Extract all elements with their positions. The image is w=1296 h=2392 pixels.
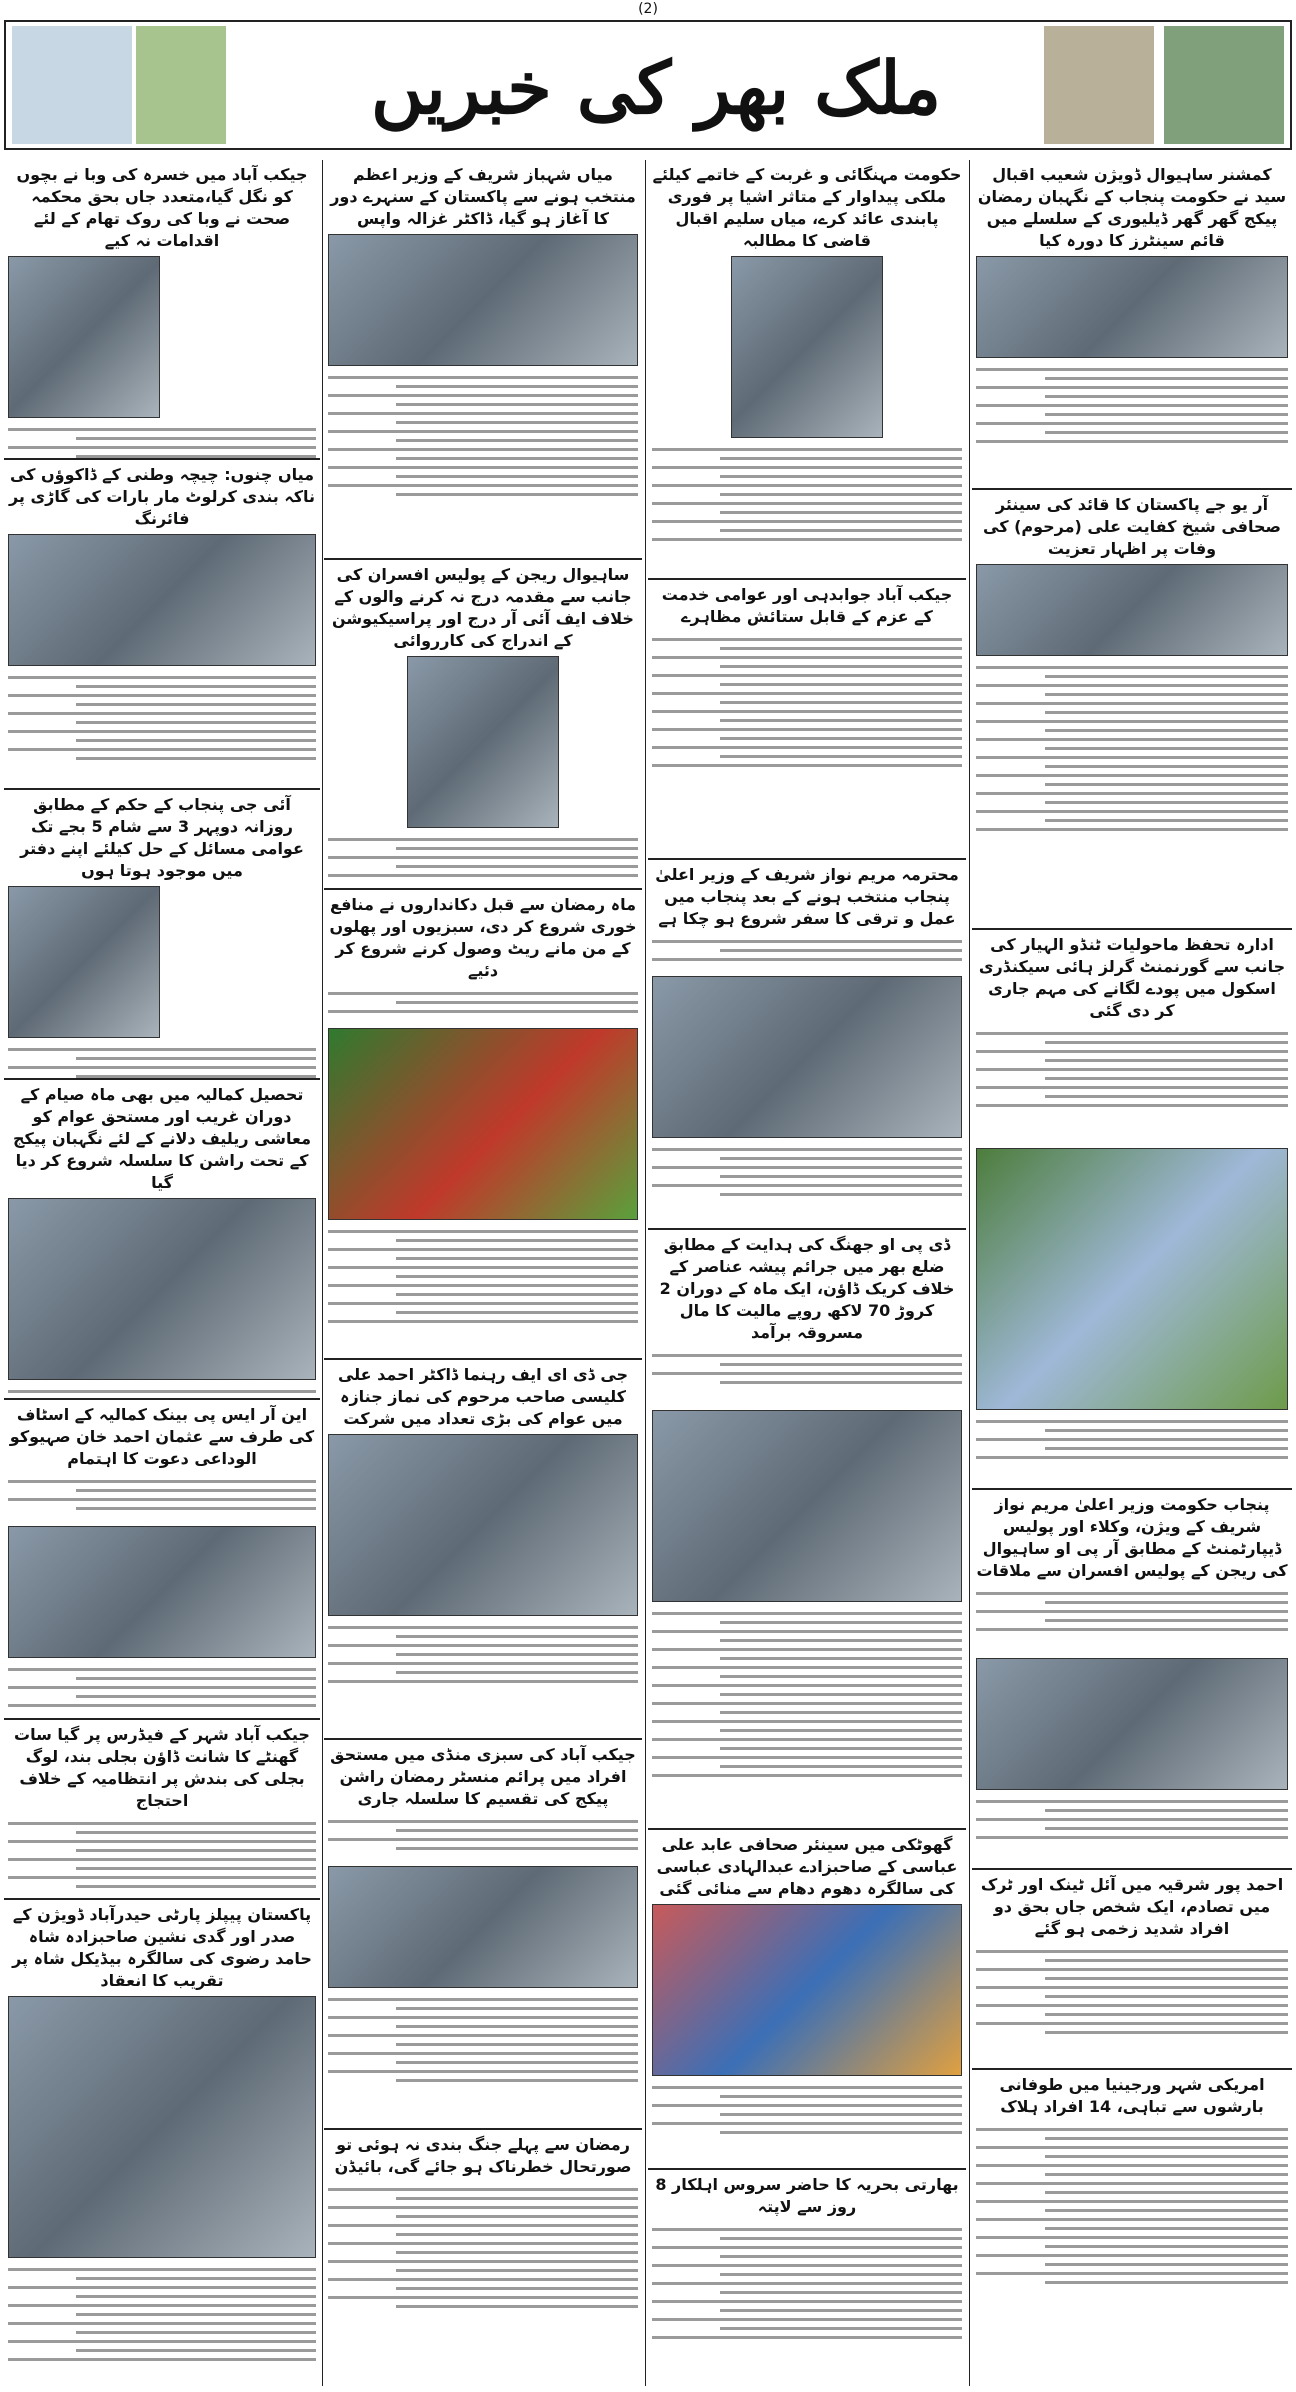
story-photo — [731, 256, 883, 438]
story-body — [328, 832, 638, 890]
story-headline: کمشنر ساہیوال ڈویژن شعیب اقبال سید نے حکومت پنجاب کے نگہبان رمضان پیکج گھر گھر ڈیلیوری کے سلسلے میں قائم سینٹرز کا دورہ کیا — [977, 165, 1287, 250]
news-story — [4, 1900, 320, 2386]
news-story — [972, 490, 1292, 930]
story-body — [652, 2080, 962, 2170]
story-headline: تحصیل کمالیہ میں بھی ماہ صیام کے دوران غریب اور مستحق عوام کو معاشی ریلیف دلانے کے لئے نگہبان پیکج کے تحت راشن کا سلسلہ شروع کر دیا گیا — [13, 1085, 311, 1192]
story-body — [8, 1474, 316, 1524]
story-body — [328, 986, 638, 1026]
story-headline: حکومت مہنگائی و غربت کے خاتمے کیلئے ملکی پیداوار کے متاثر اشیا پر فوری پابندی عائد کرے، میاں سلیم اقبال قاضی کا مطالبہ — [652, 165, 962, 250]
masthead-building-image — [1164, 26, 1284, 144]
story-body — [652, 2222, 962, 2386]
story-headline: جیکب آباد میں خسرہ کی وبا نے بچوں کو نگل گیا،متعدد جاں بحق محکمہ صحت نے وبا کی روک تھام کے لئے اقدامات نہ کیے — [16, 165, 308, 250]
news-story — [648, 1830, 966, 2170]
story-headline: آئی جی پنجاب کے حکم کے مطابق روزانہ دوپہر 3 سے شام 5 بجے تک عوامی مسائل کے حل کیلئے اپنے دفتر میں موجود ہوتا ہوں — [20, 795, 304, 880]
news-story — [324, 560, 642, 890]
column-divider — [322, 160, 323, 2386]
story-headline: میاں چنوں: چیچہ وطنی کے ڈاکوؤں کی ناکہ بندی کرلوٹ مار بارات کی گاڑی پر فائرنگ — [8, 465, 316, 528]
column-1 — [4, 160, 320, 2386]
news-story — [4, 790, 320, 1080]
news-story — [324, 160, 642, 560]
story-headline: ڈی پی او جھنگ کی ہدایت کے مطابق ضلع بھر میں جرائم پیشہ عناصر کے خلاف کریک ڈاؤن، ایک ماہ کے دوران 2 کروڑ 70 لاکھ روپے مالیت کا مال مسروقہ برآمد — [659, 1235, 955, 1342]
story-body — [976, 1794, 1288, 1870]
story-body — [328, 1224, 638, 1360]
story-body — [8, 1662, 316, 1720]
story-body — [976, 1026, 1288, 1146]
story-body — [8, 1384, 316, 1400]
masthead-title: ملک بھر کی خبریں — [370, 45, 942, 130]
column-divider — [645, 160, 646, 2386]
story-body — [328, 1620, 638, 1720]
story-photo — [407, 656, 559, 828]
masthead-landscape-image — [136, 26, 226, 144]
masthead-fort-image — [1044, 26, 1154, 144]
news-story — [648, 580, 966, 860]
news-story — [4, 1720, 320, 1900]
press-conference-photo — [652, 1410, 962, 1602]
story-body — [976, 660, 1288, 920]
masthead — [4, 20, 1292, 150]
story-photo — [8, 1198, 316, 1380]
story-photo — [8, 886, 160, 1038]
story-body — [652, 1348, 962, 1408]
story-headline: ادارہ تحفظ ماحولیات ٹنڈو الہیار کی جانب سے گورنمنٹ گرلز ہائی سیکنڈری اسکول میں پودے لگانے کی مہم جاری کر دی گئی — [978, 935, 1286, 1020]
story-body — [652, 1142, 962, 1230]
tree-plantation-photo — [976, 1148, 1288, 1410]
news-story — [324, 2130, 642, 2386]
story-photo — [976, 1658, 1288, 1790]
birthday-collage-photo — [652, 1904, 962, 2076]
story-body — [8, 1816, 316, 1900]
story-photo — [328, 234, 638, 366]
news-story — [324, 1360, 642, 1740]
story-body — [328, 1814, 638, 1864]
news-story — [972, 160, 1292, 490]
story-headline: پنجاب حکومت وزیر اعلیٰ مریم نواز شریف کے ویژن، وکلاء اور پولیس ڈیپارٹمنٹ کے مطابق آر پی او ساہیوال کی ریجن کے پولیس افسران سے ملاقات — [976, 1495, 1288, 1580]
story-photo — [328, 1434, 638, 1616]
story-body — [8, 2262, 316, 2386]
news-story — [648, 2170, 966, 2386]
story-headline: جیکب آباد کی سبزی منڈی میں مستحق افراد میں پرائم منسٹر رمضان راشن پیکج کی تقسیم کا سلسلہ جاری — [330, 1745, 636, 1808]
column-2 — [324, 160, 642, 2386]
story-body — [976, 1414, 1288, 1490]
story-headline: رمضان سے پہلے جنگ بندی نہ ہوئی تو صورتحال خطرناک ہو جائے گی، بائیڈن — [334, 2135, 632, 2176]
story-photo — [976, 564, 1288, 656]
news-story — [972, 1490, 1292, 1870]
story-headline: محترمہ مریم نواز شریف کے وزیر اعلیٰ پنجاب منتخب ہونے کے بعد پنجاب میں عمل و ترقی کا سفر شروع ہو چکا ہے — [655, 865, 959, 928]
story-headline: جیکب آباد شہر کے فیڈرس پر گیا سات گھنٹے کا شانت ڈاؤن بجلی بند، لوگ بجلی کی بندش پر انتظامیہ کے خلاف احتجاج — [14, 1725, 310, 1810]
story-headline: ماہ رمضان سے قبل دکانداروں نے منافع خوری شروع کر دی، سبزیوں اور پھلوں کے من مانے ریٹ وصول کرنے شروع کر دئیے — [329, 895, 637, 980]
story-body — [8, 1042, 316, 1080]
story-body — [976, 362, 1288, 482]
vegetables-photo — [328, 1028, 638, 1220]
story-body — [328, 2182, 638, 2362]
story-body — [652, 1606, 962, 1830]
news-story — [4, 160, 320, 460]
news-story — [324, 890, 642, 1360]
news-story — [4, 1080, 320, 1400]
story-body — [8, 670, 316, 790]
story-headline: بھارتی بحریہ کا حاضر سروس اہلکار 8 روز سے لاپتہ — [655, 2175, 959, 2216]
story-body — [328, 1992, 638, 2130]
story-photo — [8, 534, 316, 666]
story-photo — [8, 256, 160, 418]
column-divider — [969, 160, 970, 2386]
story-headline: پاکستان پیپلز پارٹی حیدرآباد ڈویژن کے صدر اور گدی نشین صاحبزادہ شاہ حامد رضوی کی سالگرہ بیڈیکل شاہ پر تقریب کا انعقاد — [12, 1905, 312, 1990]
story-headline: جیکب آباد جوابدہی اور عوامی خدمت کے عزم کے قابل ستائش مظاہرے — [661, 585, 953, 626]
story-body — [976, 1944, 1288, 2070]
story-body — [976, 1586, 1288, 1656]
news-story — [972, 1870, 1292, 2070]
news-story — [4, 460, 320, 790]
story-photo — [8, 1526, 316, 1658]
story-photo — [652, 976, 962, 1138]
news-story — [648, 860, 966, 1230]
story-photo — [976, 256, 1288, 358]
story-headline: امریکی شہر ورجینیا میں طوفانی بارشوں سے تباہی، 14 افراد ہلاک — [999, 2075, 1265, 2116]
masthead-landmark-image-left — [12, 26, 132, 144]
news-story — [972, 930, 1292, 1490]
story-body — [976, 2122, 1288, 2372]
news-story — [4, 1400, 320, 1720]
news-story — [972, 2070, 1292, 2386]
story-photo — [8, 1996, 316, 2258]
story-photo — [328, 1866, 638, 1988]
column-4 — [972, 160, 1292, 2386]
page-number: (2) — [638, 1, 658, 17]
story-headline: میاں شہباز شریف کے وزیر اعظم منتخب ہونے سے پاکستان کے سنہرے دور کا آغاز ہو گیا، ڈاکٹر غزالہ واپس — [330, 165, 636, 228]
news-story — [648, 1230, 966, 1830]
story-body — [328, 370, 638, 550]
story-body — [652, 442, 962, 580]
column-3 — [648, 160, 966, 2386]
story-body — [8, 422, 316, 460]
story-headline: آر یو جے پاکستان کا قائد کی سینئر صحافی شیخ کفایت علی (مرحوم) کی وفات پر اظہار تعزیت — [983, 495, 1281, 558]
story-headline: احمد پور شرقیہ میں آئل ٹینک اور ٹرک میں تصادم، ایک شخص جاں بحق دو افراد شدید زخمی ہو گئے — [980, 1875, 1284, 1938]
story-body — [652, 632, 962, 832]
story-body — [652, 934, 962, 974]
story-headline: گھوٹکی میں سینئر صحافی عابد علی عباسی کے صاحبزادے عبدالہادی عباسی کی سالگرہ دھوم دھام سے منائی گئی — [656, 1835, 958, 1898]
story-headline: ساہیوال ریجن کے پولیس افسران کی جانب سے مقدمہ درج نہ کرنے والوں کے خلاف ایف آئی آر درج اور پراسیکیوشن کے اندراج کی کارروائی — [332, 565, 634, 650]
story-headline: جی ڈی ای ایف رہنما ڈاکٹر احمد علی کلیسی صاحب مرحوم کی نماز جنازہ میں عوام کی بڑی تعداد میں شرکت — [337, 1365, 629, 1428]
news-story — [324, 1740, 642, 2130]
news-story — [648, 160, 966, 580]
story-headline: این آر ایس پی بینک کمالیہ کے اسٹاف کی طرف سے عثمان احمد خان صہیوکو الوداعی دعوت کا اہتمام — [9, 1405, 315, 1468]
